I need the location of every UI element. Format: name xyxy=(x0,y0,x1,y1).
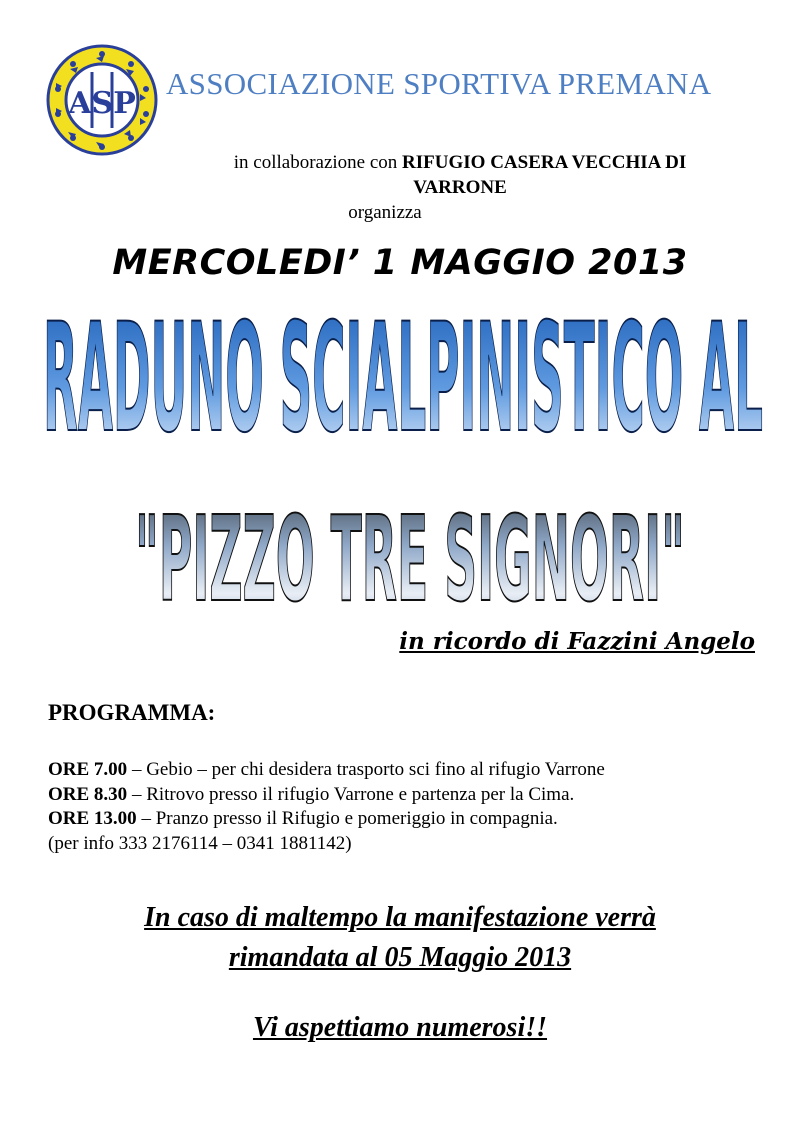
schedule-item xyxy=(48,758,768,783)
memorial-dedication: in ricordo di Fazzini Angelo xyxy=(399,628,755,655)
schedule-time: ORE 13.00 xyxy=(48,808,137,829)
bad-weather-notice xyxy=(40,898,760,978)
event-title-banner-1 xyxy=(38,280,768,452)
schedule-time: ORE 7.00 xyxy=(48,759,128,780)
collaboration-prefix: in collaborazione con xyxy=(233,152,403,173)
closing-message: Vi aspettiamo numerosi!! xyxy=(252,1012,548,1043)
partner-name-line2: VARRONE xyxy=(413,177,507,198)
association-title: ASSOCIAZIONE SPORTIVA PREMANA xyxy=(166,66,712,101)
schedule-text: – Gebio – per chi desidera trasporto sci fino al rifugio Varrone xyxy=(127,759,605,780)
schedule-item xyxy=(48,783,768,808)
program-schedule xyxy=(48,758,768,856)
bad-weather-line1: In caso di maltempo la manifestazione verrà xyxy=(144,902,656,933)
schedule-item xyxy=(48,807,768,832)
schedule-time: ORE 8.30 xyxy=(48,783,128,805)
event-title-line1: RADUNO SCIALPINISTICO AL xyxy=(43,292,763,452)
event-title-banner-2 xyxy=(130,478,690,618)
schedule-text: – Ritrovo presso il rifugio Varrone e partenza per la Cima. xyxy=(127,783,575,805)
event-date: MERCOLEDI’ 1 MAGGIO 2013 xyxy=(112,243,688,283)
schedule-text: – Pranzo presso il Rifugio e pomeriggio in compagnia. xyxy=(136,808,558,829)
association-logo-icon xyxy=(46,44,158,156)
organizes-label: organizza xyxy=(348,202,422,223)
event-title-line2: "PIZZO TRE SIGNORI" xyxy=(135,490,685,618)
program-heading: PROGRAMMA: xyxy=(48,700,216,725)
logo-initials: ASP xyxy=(68,86,136,121)
collaboration-line xyxy=(180,150,740,200)
partner-name-line1: RIFUGIO CASERA VECCHIA DI xyxy=(402,152,687,173)
contact-info: (per info 333 2176114 – 0341 1881142) xyxy=(48,832,352,854)
bad-weather-line2: rimandata al 05 Maggio 2013 xyxy=(228,942,572,973)
